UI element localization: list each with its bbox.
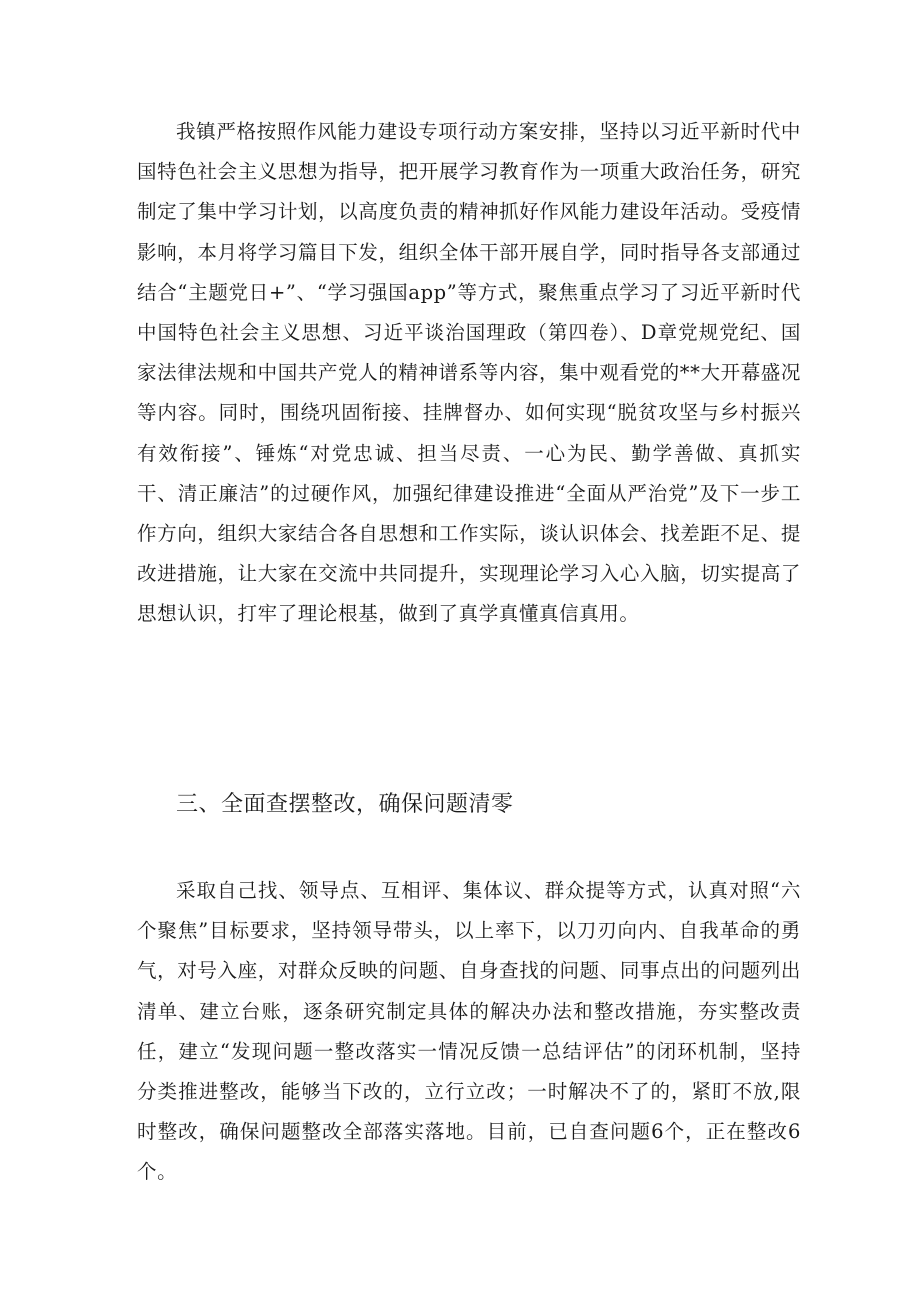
body-paragraph-study: 我镇严格按照作风能力建设专项行动方案安排，坚持以习近平新时代中国特色社会主义思想为指导，把开展学习教育作为一项重大政治任务，研究制定了集中学习计划，以高度负责的精神抓好作风能力建设年活动。受疫情影响，本月将学习篇目下发，组织全体干部开展自学，同时指导各支部通过结合“主题党日+”、“学习强国app”等方式，聚焦重点学习了习近平新时代中国特色社会主义思想、习近平谈治国理政（第四卷）、D章党规党纪、国家法律法规和中国共产党人的精神谱系等内容，集中观看党的**大开幕盛况等内容。同时，围绕巩固衔接、挂牌督办、如何实现“脱贫攻坚与乡村振兴有效衔接”、锤炼“对党忠诚、担当尽责、一心为民、勤学善做、真抓实干、清正廉洁”的过硬作风，加强纪律建设推进“全面从严治党”及下一步工作方向，组织大家结合各自思想和工作实际，谈认识体会、找差距不足、提改进措施，让大家在交流中共同提升，实现理论学习入心入脑，切实提高了思想认识，打牢了理论根基，做到了真学真懂真信真用。 — [137, 120, 801, 626]
body-paragraph-rectification: 采取自己找、领导点、互相评、集体议、群众提等方式，认真对照“六个聚焦”目标要求，坚持领导带头，以上率下，以刀刃向内、自我革命的勇气，对号入座，对群众反映的问题、自身查找的问题、同事点出的问题列出清单、建立台账，逐条研究制定具体的解决办法和整改措施，夯实整改责任，建立“发现问题一整改落实一情况反馈一总结评估”的闭环机制，坚持分类推进整改，能够当下改的，立行立改；一时解决不了的，紧盯不放,限时整改，确保问题整改全部落实落地。目前，已自查问题6个，正在整改6个。 — [137, 879, 801, 1184]
section-heading: 三、全面查摆整改，确保问题清零 — [176, 792, 514, 817]
